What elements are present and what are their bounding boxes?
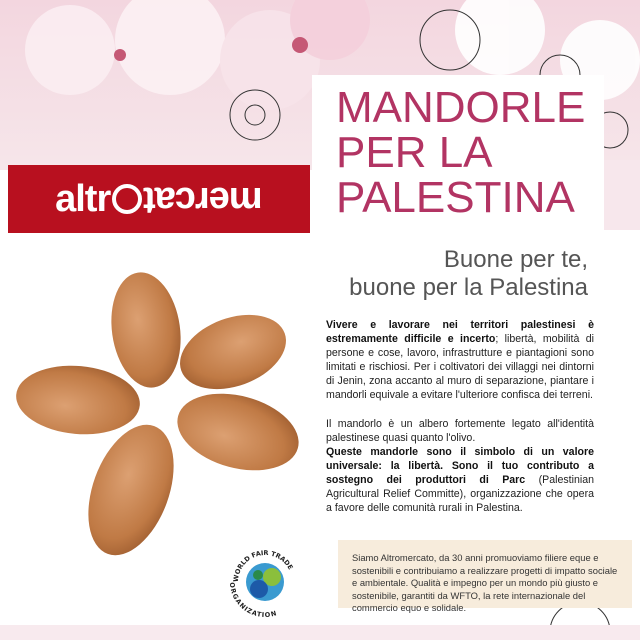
info-box [338, 540, 632, 614]
info-text: Siamo Altromercato, da 30 anni promuoviamo filiere eque e sostenibili e contribuiamo a realizzare progetti di impatto sociale e ambientale. Qualità e impegno per un mondo più giusto e sostenibile, garantiti da WFTO, la rete internazionale del commercio equo e solidale. [352, 552, 618, 614]
bold-text: Vivere e lavorare nei territori palestinesi è estremamente difficile e incerto [326, 319, 594, 346]
title-line: PER LA [336, 128, 493, 177]
globe-icon [112, 184, 142, 214]
logo-text-right: mercat [144, 178, 263, 221]
altromercato-logo [8, 165, 310, 233]
subtitle [349, 246, 588, 302]
wfto-bottom-text: ORGANIZATION [228, 581, 278, 619]
subtitle-line: Buone per te, [443, 246, 588, 273]
text: Il mandorlo è un albero fortemente legato all'identità palestinese quasi quanto l'olivo. [326, 417, 594, 444]
wfto-top-text: WORLD FAIR TRADE [231, 548, 295, 583]
logo-text-left: altr [55, 177, 111, 220]
wfto-logo [228, 545, 302, 619]
page-title [336, 85, 604, 220]
text: ; libertà, mobilità di persone e cose, lavoro, infrastrutture e piantagioni sono limitati e rischiosi. Per i coltivatori dei villaggi nei dintorni di Jenin, zona accanto al muro di separazione, piantare i mandorli equivale a evitare l'ulteriore confisca dei terreni. [326, 333, 594, 402]
almonds [13, 268, 307, 567]
title-line: PALESTINA [336, 173, 575, 222]
paragraph-2 [326, 417, 594, 516]
title-line: MANDORLE [336, 83, 586, 132]
paragraph-1 [326, 318, 594, 403]
subtitle-line: buone per la Palestina [349, 274, 588, 301]
body-text [326, 318, 594, 529]
title-box [312, 75, 604, 233]
bold-text: Queste mandorle sono il simbolo di un valore universale: la libertà. Sono il tuo contributo a sostegno dei produttori di Parc [326, 445, 594, 486]
text: (Palestinian Agricultural Relief Committe), organizzazione che opera a favore delle comunità rurali in Palestina. [326, 473, 595, 515]
